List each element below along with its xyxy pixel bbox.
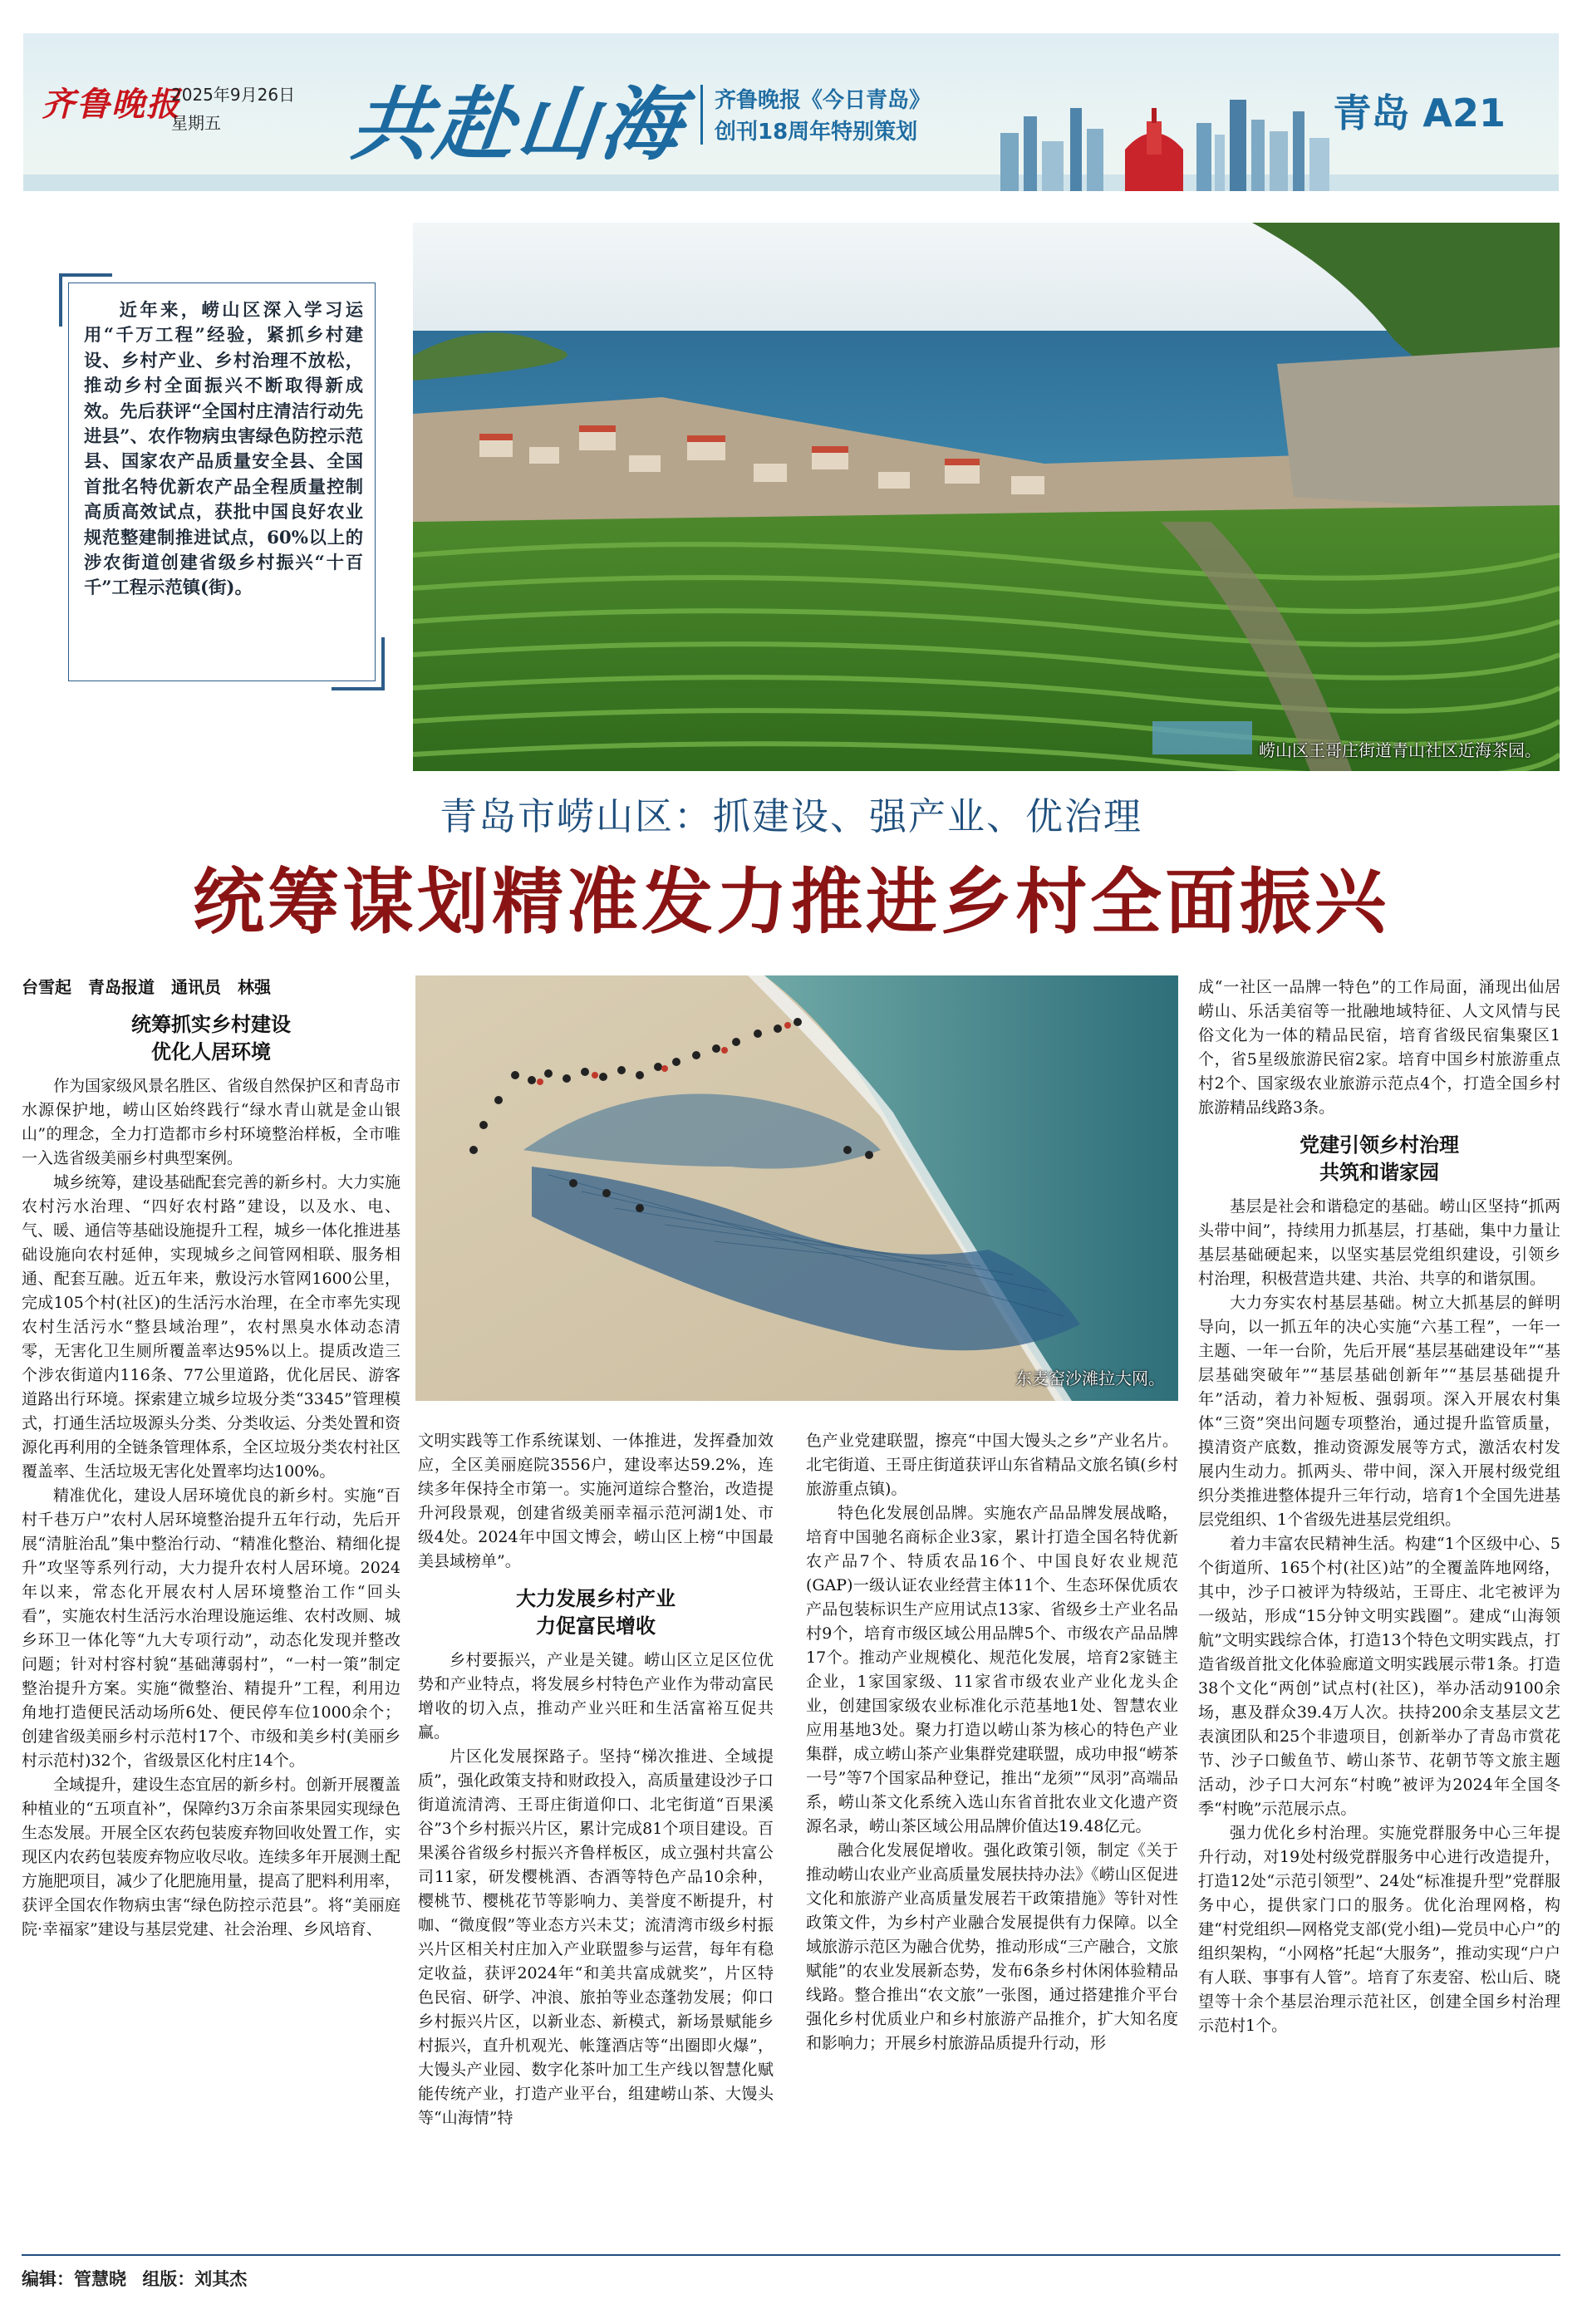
- paragraph: 精准优化，建设人居环境优良的新乡村。实施“百村千巷万户”农村人居环境整治提升五年行动，先后开展“清脏治乱”集中整治行动、“精准化整治、精细化提升”攻坚等系列行动，大力提升农村人居环境。2024年以来，常态化开展农村人居环境整治工作“回头看”，实施农村生活污水治理设施运维、农村改厕、城乡环卫一体化等“九大专项行动”，动态化发现并整改问题；针对村容村貌“基础薄弱村”，“一村一策”制定整治提升方案。实施“微整治、精提升”工程，利用边角地打造便民活动场所6处、便民停车位1000余个；创建省级美丽乡村示范村17个、市级和美乡村(美丽乡村示范村)32个，省级景区化村庄14个。: [22, 1486, 400, 1770]
- campaign-title: 共赴山海: [346, 77, 690, 171]
- intro-summary-box: [68, 283, 376, 681]
- beach-net-photo: [415, 975, 1178, 1401]
- subheading-rural-industry-text: 大力发展乡村产业 力促富民增收: [516, 1587, 676, 1638]
- subheading-rural-construction: [22, 1011, 400, 1066]
- masthead: [23, 33, 1559, 191]
- issue-weekday: 星期五: [171, 113, 221, 133]
- paragraph: 文明实践等工作系统谋划、一体推进，发挥叠加效应，全区美丽庭院3556户，建设率达59.2%，连续多年保持全市第一。实施河道综合整治，改造提升河段景观，创建省级美丽幸福示范河湖1处、市级4处。2024年中国文博会，崂山区上榜“中国最美县域榜单”。: [418, 1432, 774, 1570]
- headline-kicker: 青岛市崂山区：抓建设、强产业、优治理: [439, 794, 1142, 838]
- paragraph: 融合化发展促增收。强化政策引领，制定《关于推动崂山农业产业高质量发展扶持办法》《崂山区促进文化和旅游产业高质量发展若干政策措施》等针对性政策文件，为乡村产业融合发展提供有力保障。以全域旅游示范区为融合优势，推动形成“三产融合，文旅赋能”的农业发展新态势，发布6条乡村休闲体验精品线路。整合推出“农文旅”一张图，通过搭建推介平台强化乡村优质业户和乡村旅游产品推介，扩大知名度和影响力；开展乡村旅游品质提升行动，形: [806, 1841, 1178, 2052]
- article-byline: 台雪起 青岛报道 通讯员 林强: [22, 977, 271, 997]
- paragraph: 城乡统筹，建设基础配套完善的新乡村。大力实施农村污水治理、“四好农村路”建设，以及水、电、气、暖、通信等基础设施提升工程，城乡一体化推进基础设施向农村延伸，实现城乡之间管网相联、服务相通、配套互融。近五年来，敷设污水管网1600公里，完成105个村(社区)的生活污水治理，在全市率先实现农村生活污水“整县域治理”，农村黑臭水体动态清零，无害化卫生厕所覆盖率达95%以上。提质改造三个涉农街道内116条、77公里道路，优化居民、游客道路出行环境。探索建立城乡垃圾分类“3345”管理模式，打通生活垃圾源头分类、分类收运、分类处置和资源化再利用的全链条管理体系，全区垃圾分类农村社区覆盖率、生活垃圾无害化处置率均达100%。: [22, 1173, 401, 1481]
- paragraph: 作为国家级风景名胜区、省级自然保护区和青岛市水源保护地，崂山区始终践行“绿水青山就是金山银山”的理念，全力打造都市乡村环境整治样板，全市唯一入选省级美丽乡村典型案例。: [22, 1077, 401, 1167]
- hero-photo-caption: 崂山区王哥庄街道青山社区近海茶园。: [1259, 740, 1541, 760]
- article-column-2: [418, 1429, 774, 2130]
- paragraph: 成“一社区一品牌一特色”的工作局面，涌现出仙居崂山、乐活美宿等一批融地域特征、人文风情与民俗文化为一体的精品民宿，培育省级民宿集聚区1个，省5星级旅游民宿2家。培育中国乡村旅游重点村2个、国家级农业旅游示范点4个，打造全国乡村旅游精品线路3条。: [1198, 978, 1560, 1117]
- tea-garden-scene-image: [413, 223, 1560, 771]
- city-skyline-illustration: [1000, 83, 1333, 191]
- paragraph: 大力夯实农村基层基础。树立大抓基层的鲜明导向，以一抓五年的决心实施“六基工程”，一年一主题、一年一台阶，先后开展“基层基础建设年”“基层基础突破年”“基层基础创新年”“基层基础提升年”活动，着力补短板、强弱项。深入开展农村集体“三资”突出问题专项整治，通过提升监管质量，摸清资产底数，推动资源发展等方式，激活农村发展内生动力。抓两头、带中间，深入开展村级党组织分类推进整体提升三年行动，培育1个全国先进基层党组织、1个省级先进基层党组织。: [1198, 1294, 1560, 1529]
- paragraph: 乡村要振兴，产业是关键。崂山区立足区位优势和产业特点，将发展乡村特色产业作为带动富民增收的切入点，推动产业兴旺和生活富裕互促共赢。: [418, 1651, 774, 1742]
- paragraph: 片区化发展探路子。坚持“梯次推进、全域提质”，强化政策支持和财政投入，高质量建设沙子口街道流清湾、王哥庄街道仰口、北宅街道“百果溪谷”3个乡村振兴片区，累计完成81个项目建设。百果溪谷省级乡村振兴齐鲁样板区，成立强村共富公司11家，研发樱桃酒、杏酒等特色产品10余种，樱桃节、樱桃花节等影响力、美誉度不断提升，村咖、“微度假”等业态方兴未艾；流清湾市级乡村振兴片区相关村庄加入产业联盟参与运营，每年有稳定收益，获评2024年“和美共富成就奖”，片区特色民宿、研学、冲浪、旅拍等业态蓬勃发展；仰口乡村振兴片区，以新业态、新模式，新场景赋能乡村振兴，直升机观光、帐篷酒店等“出圈即火爆”，大馒头产业园、数字化茶叶加工生产线以智慧化赋能传统产业，打造产业平台，组建崂山茶、大馒头等“山海情”特: [418, 1747, 774, 2127]
- main-headline: 统筹谋划精准发力推进乡村全面振兴: [193, 861, 1389, 944]
- newspaper-logo: 齐鲁晚报: [42, 85, 181, 124]
- subheading-rural-construction-text: 统筹抓实乡村建设 优化人居环境: [131, 1013, 291, 1064]
- footer-divider: [22, 2254, 1560, 2256]
- subheading-rural-industry: [418, 1585, 774, 1640]
- beach-fishing-net-image: [415, 975, 1178, 1401]
- issue-date: 2025年9月26日: [171, 85, 296, 105]
- paragraph: 强力优化乡村治理。实施党群服务中心三年提升行动，对19处村级党群服务中心进行改造提升，打造12处“示范引领型”、24处“标准提升型”党群服务中心，提供家门口的服务。优化治理网格，构建“村党组织—网格党支部(党小组)—党员中心户”的组织架构，“小网格”托起“大服务”，推动实现“户户有人联、事事有人管”。培育了东麦窑、松山后、晓望等十余个基层治理示范社区，创建全国乡村治理示范村1个。: [1198, 1824, 1560, 2035]
- editor-credit: 编辑：管慧晓: [22, 2269, 126, 2289]
- subheading-rural-governance-text: 党建引领乡村治理 共筑和谐家园: [1300, 1133, 1459, 1184]
- article-column-1: [22, 975, 400, 1942]
- intro-summary-text: 近年来，崂山区深入学习运用“千万工程”经验，紧抓乡村建设、乡村产业、乡村治理不放松，推动乡村全面振兴不断取得新成效。先后获评“全国村庄清洁行动先进县”、农作物病虫害绿色防控示范县、国家农产品质量安全县、全国首批名特优新农产品全程质量控制高质高效试点，获批中国良好农业规范整建制推进试点，60%以上的涉农街道创建省级乡村振兴“十百千”工程示范镇(街)。: [84, 300, 363, 599]
- layout-credit: 组版：刘其杰: [142, 2269, 248, 2289]
- masthead-divider: [700, 85, 703, 145]
- paragraph: 基层是社会和谐稳定的基础。崂山区坚持“抓两头带中间”，持续用力抓基层，打基础，集中力量让基层基础硬起来，以坚实基层党组织建设，引领乡村治理，积极营造共建、共治、共享的和谐氛围。: [1198, 1197, 1560, 1288]
- paragraph: 着力丰富农民精神生活。构建“1个区级中心、5个街道所、165个村(社区)站”的全覆盖阵地网络，其中，沙子口被评为特级站，王哥庄、北宅被评为一级站，形成“15分钟文明实践圈”。建成“山海领航”文明实践综合体，打造13个特色文明实践点，打造省级首批文化体验廊道文明实践展示带1条。打造38个文化“两创”试点村(社区)，举办活动9100余场，惠及群众39.4万人次。扶持200余支基层文艺表演团队和25个非遗项目，创新举办了青岛市赏花节、沙子口鲅鱼节、崂山茶节、花朝节等文旅主题活动，沙子口大河东“村晚”被评为2024年全国冬季“村晚”示范展示点。: [1198, 1535, 1560, 1818]
- beach-photo-caption: 东麦窑沙滩拉大网。: [1015, 1368, 1165, 1388]
- article-column-4: [1198, 975, 1560, 2038]
- paragraph: 特色化发展创品牌。实施农产品品牌发展战略，培育中国驰名商标企业3家，累计打造全国名特优新农产品7个、特质农品16个、中国良好农业规范(GAP)一级认证农业经营主体11个、生态环保优质农产品包装标识生产应用试点13家、省级乡土产业名品村9个，培育市级区域公用品牌5个、市级农产品品牌17个。推动产业规模化、规范化发展，培育2家链主企业，1家国家级、11家省市级农业产业化龙头企业，创建国家级农业标准化示范基地1处、智慧农业应用基地3处。聚力打造以崂山茶为核心的特色产业集群，成立崂山茶产业集群党建联盟，成功申报“崂茶一号”等7个国家品种登记，推出“龙须”“凤羽”高端品系，崂山茶文化系统入选山东省首批农业文化遗产资源名录，崂山茶区域公用品牌价值达19.48亿元。: [806, 1504, 1178, 1835]
- section-page-label: 青岛 A21: [1333, 91, 1506, 135]
- masthead-subtitle-1: 齐鲁晚报《今日青岛》: [715, 88, 931, 113]
- paragraph: 全域提升，建设生态宜居的新乡村。创新开展覆盖种植业的“五项直补”，保障约3万余亩茶果园实现绿色生态发展。开展全区农药包装废弃物回收处置工作，实现区内农药包装废弃物应收尽收。连续多年开展测土配方施肥项目，减少了化肥施用量，提高了肥料利用率，获评全国农作物病虫害“绿色防控示范县”。将“美丽庭院·幸福家”建设与基层党建、社会治理、乡风培育、: [22, 1776, 401, 1938]
- article-column-3: [806, 1429, 1178, 2056]
- masthead-subtitle-2: 创刊18周年特别策划: [715, 120, 918, 145]
- page-footer: [22, 2266, 257, 2291]
- subheading-rural-governance: [1198, 1132, 1560, 1187]
- paragraph: 色产业党建联盟，擦亮“中国大馒头之乡”产业名片。北宅街道、王哥庄街道获评山东省精品文旅名镇(乡村旅游重点镇)。: [806, 1432, 1178, 1498]
- hero-photo-tea-garden: [413, 223, 1560, 771]
